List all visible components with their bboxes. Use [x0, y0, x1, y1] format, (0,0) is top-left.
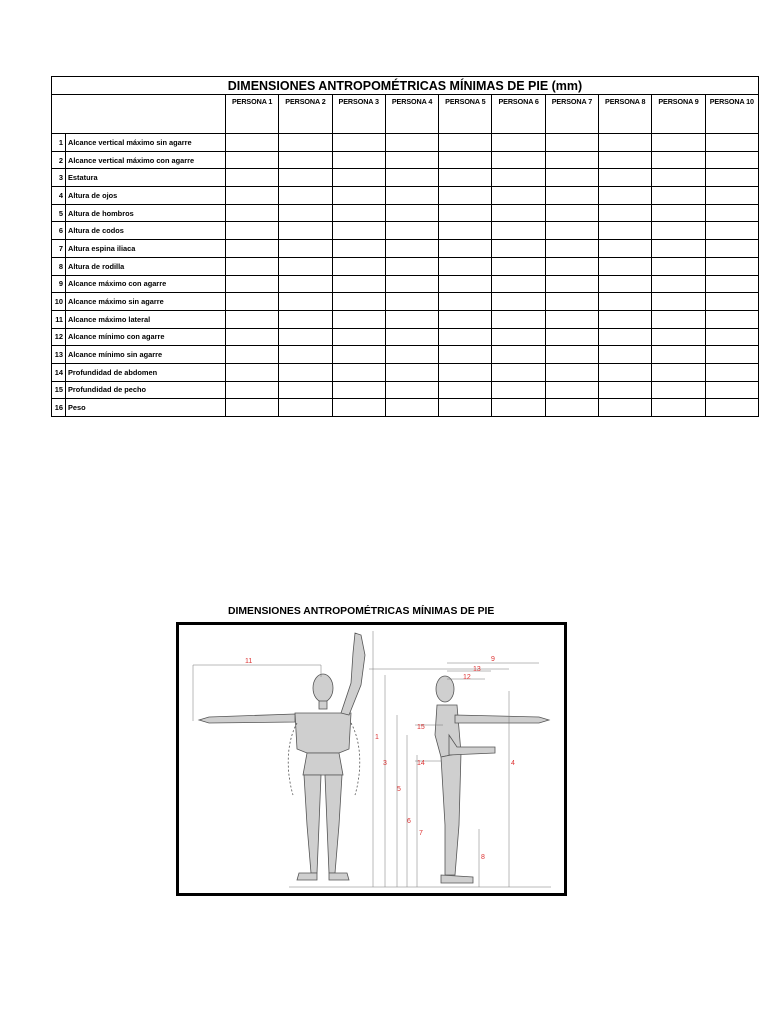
- column-header-persona-1: PERSONA 1: [226, 95, 279, 134]
- measurement-cell[interactable]: [439, 222, 492, 240]
- row-label: Altura de ojos: [66, 187, 226, 205]
- measurement-cell[interactable]: [652, 222, 705, 240]
- front-dashed-arm-right: [351, 723, 360, 795]
- side-extended-arm: [455, 715, 549, 723]
- row-number: 12: [52, 328, 66, 346]
- table-row: [52, 363, 759, 381]
- measurement-cell[interactable]: [599, 328, 652, 346]
- measurement-cell[interactable]: [279, 169, 332, 187]
- row-label: Altura espina iliaca: [66, 240, 226, 258]
- label-15: 15: [417, 724, 425, 731]
- row-label: Profundidad de pecho: [66, 381, 226, 399]
- measurement-cell[interactable]: [439, 328, 492, 346]
- measurement-cell[interactable]: [492, 257, 545, 275]
- measurement-cell[interactable]: [279, 151, 332, 169]
- measurement-cell[interactable]: [332, 363, 385, 381]
- row-label: Alcance máximo con agarre: [66, 275, 226, 293]
- measurement-cell[interactable]: [332, 151, 385, 169]
- table-row: [52, 222, 759, 240]
- figure-title: DIMENSIONES ANTROPOMÉTRICAS MÍNIMAS DE PIE: [228, 606, 495, 617]
- measurement-cell[interactable]: [492, 204, 545, 222]
- measurement-cell[interactable]: [279, 222, 332, 240]
- measurement-cell[interactable]: [279, 134, 332, 152]
- measurement-cell[interactable]: [279, 187, 332, 205]
- measurement-cell[interactable]: [226, 346, 279, 364]
- row-number: 14: [52, 363, 66, 381]
- measurement-cell[interactable]: [599, 275, 652, 293]
- measurement-cell[interactable]: [332, 399, 385, 417]
- table-row: [52, 328, 759, 346]
- measurement-cell[interactable]: [545, 134, 598, 152]
- front-torso: [295, 713, 351, 753]
- column-header-persona-4: PERSONA 4: [385, 95, 438, 134]
- measurement-cell[interactable]: [226, 399, 279, 417]
- measurement-cell[interactable]: [599, 381, 652, 399]
- measurement-cell[interactable]: [385, 257, 438, 275]
- measurement-cell[interactable]: [492, 293, 545, 311]
- header-blank-cell: [52, 95, 226, 134]
- measurement-cell[interactable]: [492, 134, 545, 152]
- front-right-leg: [325, 775, 342, 873]
- measurement-cell[interactable]: [279, 363, 332, 381]
- measurement-cell[interactable]: [545, 328, 598, 346]
- measurement-cell[interactable]: [332, 257, 385, 275]
- measurement-cell[interactable]: [385, 187, 438, 205]
- label-5: 5: [397, 786, 401, 793]
- measurement-cell[interactable]: [599, 310, 652, 328]
- measurement-cell[interactable]: [492, 363, 545, 381]
- row-label: Alcance máximo sin agarre: [66, 293, 226, 311]
- measurement-cell[interactable]: [599, 293, 652, 311]
- row-number: 1: [52, 134, 66, 152]
- row-number: 10: [52, 293, 66, 311]
- measurement-cell[interactable]: [492, 187, 545, 205]
- measurement-cell[interactable]: [652, 363, 705, 381]
- measurement-cell[interactable]: [599, 134, 652, 152]
- table-row: [52, 399, 759, 417]
- measurement-cell[interactable]: [545, 293, 598, 311]
- measurement-cell[interactable]: [599, 363, 652, 381]
- measurement-cell[interactable]: [492, 346, 545, 364]
- measurement-cell[interactable]: [492, 381, 545, 399]
- side-head: [436, 676, 454, 702]
- measurement-cell[interactable]: [599, 169, 652, 187]
- measurement-cell[interactable]: [705, 151, 758, 169]
- front-right-foot: [329, 873, 349, 880]
- measurement-cell[interactable]: [439, 310, 492, 328]
- row-label: Alcance vertical máximo con agarre: [66, 151, 226, 169]
- measurement-cell[interactable]: [705, 328, 758, 346]
- measurement-cell[interactable]: [226, 310, 279, 328]
- measurement-cell[interactable]: [439, 275, 492, 293]
- measurement-cell[interactable]: [279, 310, 332, 328]
- table-row: [52, 240, 759, 258]
- measurement-cell[interactable]: [439, 151, 492, 169]
- measurement-cell[interactable]: [439, 187, 492, 205]
- measurement-cell[interactable]: [279, 204, 332, 222]
- measurement-cell[interactable]: [385, 222, 438, 240]
- table-row: [52, 310, 759, 328]
- measurement-cell[interactable]: [705, 275, 758, 293]
- table-row: [52, 204, 759, 222]
- table-row: [52, 257, 759, 275]
- row-label: Peso: [66, 399, 226, 417]
- row-label: Estatura: [66, 169, 226, 187]
- column-header-persona-3: PERSONA 3: [332, 95, 385, 134]
- measurement-cell[interactable]: [439, 346, 492, 364]
- row-label: Altura de rodilla: [66, 257, 226, 275]
- measurement-cell[interactable]: [332, 328, 385, 346]
- measurement-cell[interactable]: [279, 293, 332, 311]
- measurement-cell[interactable]: [705, 134, 758, 152]
- header-row: [52, 95, 759, 134]
- label-7: 7: [419, 830, 423, 837]
- measurement-cell[interactable]: [492, 275, 545, 293]
- measurement-cell[interactable]: [385, 151, 438, 169]
- measurement-cell[interactable]: [652, 151, 705, 169]
- label-11: 11: [245, 658, 253, 665]
- measurement-cell[interactable]: [652, 134, 705, 152]
- measurement-cell[interactable]: [439, 381, 492, 399]
- measurement-cell[interactable]: [332, 310, 385, 328]
- measurement-cell[interactable]: [545, 310, 598, 328]
- row-label: Alcance vertical máximo sin agarre: [66, 134, 226, 152]
- column-header-persona-2: PERSONA 2: [279, 95, 332, 134]
- label-8: 8: [481, 854, 485, 861]
- measurement-cell[interactable]: [492, 151, 545, 169]
- row-number: 3: [52, 169, 66, 187]
- measurement-cell[interactable]: [226, 328, 279, 346]
- label-9: 9: [491, 656, 495, 663]
- column-header-persona-6: PERSONA 6: [492, 95, 545, 134]
- measurement-cell[interactable]: [279, 346, 332, 364]
- measurement-cell[interactable]: [545, 399, 598, 417]
- table-row: [52, 169, 759, 187]
- measurement-cell[interactable]: [492, 310, 545, 328]
- measurement-cell[interactable]: [599, 151, 652, 169]
- measurement-cell[interactable]: [385, 328, 438, 346]
- table-row: [52, 187, 759, 205]
- row-number: 11: [52, 310, 66, 328]
- table-row: [52, 275, 759, 293]
- measurement-cell[interactable]: [385, 399, 438, 417]
- measurement-cell[interactable]: [226, 275, 279, 293]
- row-label: Alcance mínimo sin agarre: [66, 346, 226, 364]
- measurement-cell[interactable]: [279, 257, 332, 275]
- measurement-cell[interactable]: [385, 134, 438, 152]
- measurement-cell[interactable]: [545, 169, 598, 187]
- front-left-foot: [297, 873, 317, 880]
- measurement-cell[interactable]: [385, 293, 438, 311]
- measurement-cell[interactable]: [279, 328, 332, 346]
- measurement-cell[interactable]: [705, 187, 758, 205]
- front-left-arm: [199, 714, 295, 723]
- measurement-cell[interactable]: [652, 293, 705, 311]
- measurement-cell[interactable]: [705, 310, 758, 328]
- row-label: Alcance máximo lateral: [66, 310, 226, 328]
- row-number: 15: [52, 381, 66, 399]
- front-head: [313, 674, 333, 702]
- measurement-cell[interactable]: [332, 187, 385, 205]
- measurement-cell[interactable]: [226, 363, 279, 381]
- measurement-cell[interactable]: [492, 169, 545, 187]
- label-3: 3: [383, 760, 387, 767]
- measurement-cell[interactable]: [599, 204, 652, 222]
- measurement-cell[interactable]: [652, 346, 705, 364]
- measurement-cell[interactable]: [385, 381, 438, 399]
- anthropometric-figure: [176, 622, 567, 896]
- row-number: 6: [52, 222, 66, 240]
- column-header-persona-10: PERSONA 10: [705, 95, 758, 134]
- measurement-cell[interactable]: [545, 363, 598, 381]
- measurement-cell[interactable]: [226, 381, 279, 399]
- measurement-cell[interactable]: [492, 399, 545, 417]
- measurement-cell[interactable]: [492, 328, 545, 346]
- measurement-cell[interactable]: [332, 346, 385, 364]
- measurement-cell[interactable]: [652, 399, 705, 417]
- measurement-cell[interactable]: [545, 257, 598, 275]
- front-raised-arm: [341, 633, 365, 715]
- column-header-persona-8: PERSONA 8: [599, 95, 652, 134]
- measurement-cell[interactable]: [545, 240, 598, 258]
- measurement-cell[interactable]: [332, 240, 385, 258]
- measurement-cell[interactable]: [705, 346, 758, 364]
- label-12: 12: [463, 674, 471, 681]
- measurement-cell[interactable]: [599, 257, 652, 275]
- row-number: 9: [52, 275, 66, 293]
- row-number: 13: [52, 346, 66, 364]
- measurement-cell[interactable]: [226, 204, 279, 222]
- label-4: 4: [511, 760, 515, 767]
- table-row: [52, 346, 759, 364]
- measurement-cell[interactable]: [545, 275, 598, 293]
- side-foot: [441, 875, 473, 883]
- measurement-cell[interactable]: [705, 222, 758, 240]
- table-row: [52, 151, 759, 169]
- measurement-cell[interactable]: [545, 187, 598, 205]
- table-row: [52, 293, 759, 311]
- measurement-cell[interactable]: [332, 381, 385, 399]
- measurement-cell[interactable]: [705, 399, 758, 417]
- measurement-cell[interactable]: [226, 134, 279, 152]
- side-leg: [441, 753, 461, 875]
- measurement-cell[interactable]: [652, 169, 705, 187]
- column-header-persona-5: PERSONA 5: [439, 95, 492, 134]
- table-row: [52, 381, 759, 399]
- measurement-cell[interactable]: [439, 134, 492, 152]
- measurement-cell[interactable]: [652, 328, 705, 346]
- measurement-cell[interactable]: [385, 275, 438, 293]
- measurement-cell[interactable]: [545, 151, 598, 169]
- measurement-cell[interactable]: [226, 257, 279, 275]
- front-dashed-arm-left: [288, 723, 297, 795]
- measurement-cell[interactable]: [705, 257, 758, 275]
- front-left-leg: [304, 775, 321, 873]
- measurement-cell[interactable]: [439, 363, 492, 381]
- label-13: 13: [473, 666, 481, 673]
- measurement-cell[interactable]: [226, 222, 279, 240]
- measurement-cell[interactable]: [492, 222, 545, 240]
- measurement-cell[interactable]: [705, 169, 758, 187]
- measurement-cell[interactable]: [385, 240, 438, 258]
- measurement-cell[interactable]: [385, 363, 438, 381]
- label-6: 6: [407, 818, 411, 825]
- measurement-cell[interactable]: [279, 275, 332, 293]
- measurement-cell[interactable]: [545, 346, 598, 364]
- measurement-cell[interactable]: [226, 240, 279, 258]
- row-number: 5: [52, 204, 66, 222]
- column-header-persona-9: PERSONA 9: [652, 95, 705, 134]
- measurement-cell[interactable]: [332, 293, 385, 311]
- measurement-cell[interactable]: [385, 346, 438, 364]
- measurement-cell[interactable]: [705, 204, 758, 222]
- row-label: Alcance mínimo con agarre: [66, 328, 226, 346]
- column-header-persona-7: PERSONA 7: [545, 95, 598, 134]
- row-label: Profundidad de abdomen: [66, 363, 226, 381]
- row-number: 7: [52, 240, 66, 258]
- measurement-cell[interactable]: [279, 381, 332, 399]
- measurement-cell[interactable]: [332, 204, 385, 222]
- measurement-cell[interactable]: [332, 169, 385, 187]
- measurement-cell[interactable]: [332, 134, 385, 152]
- row-number: 16: [52, 399, 66, 417]
- measurement-cell[interactable]: [545, 222, 598, 240]
- row-label: Altura de hombros: [66, 204, 226, 222]
- measurement-cell[interactable]: [599, 346, 652, 364]
- label-1: 1: [375, 734, 379, 741]
- measurement-cell[interactable]: [439, 169, 492, 187]
- measurement-cell[interactable]: [439, 293, 492, 311]
- measurement-cell[interactable]: [226, 169, 279, 187]
- measurement-cell[interactable]: [439, 257, 492, 275]
- measurement-cell[interactable]: [492, 240, 545, 258]
- measurement-cell[interactable]: [599, 240, 652, 258]
- measurement-cell[interactable]: [385, 204, 438, 222]
- measurement-cell[interactable]: [705, 381, 758, 399]
- measurement-cell[interactable]: [652, 381, 705, 399]
- measurement-cell[interactable]: [226, 293, 279, 311]
- measurement-cell[interactable]: [332, 222, 385, 240]
- measurement-cell[interactable]: [652, 275, 705, 293]
- measurement-cell[interactable]: [385, 169, 438, 187]
- anthropometric-table: [51, 76, 759, 417]
- measurement-cell[interactable]: [226, 151, 279, 169]
- measurement-cell[interactable]: [652, 257, 705, 275]
- measurement-cell[interactable]: [705, 363, 758, 381]
- row-number: 4: [52, 187, 66, 205]
- row-number: 2: [52, 151, 66, 169]
- measurement-cell[interactable]: [705, 240, 758, 258]
- table-title: DIMENSIONES ANTROPOMÉTRICAS MÍNIMAS DE PIE (mm): [52, 77, 759, 95]
- row-label: Altura de codos: [66, 222, 226, 240]
- measurement-cell[interactable]: [279, 240, 332, 258]
- measurement-cell[interactable]: [439, 204, 492, 222]
- label-14: 14: [417, 760, 425, 767]
- measurement-cell[interactable]: [652, 204, 705, 222]
- front-neck: [319, 701, 327, 709]
- human-body-diagram: [179, 625, 564, 893]
- measurement-cell[interactable]: [385, 310, 438, 328]
- measurement-cell[interactable]: [652, 310, 705, 328]
- measurement-cell[interactable]: [599, 187, 652, 205]
- measurement-cell[interactable]: [279, 399, 332, 417]
- measurement-cell[interactable]: [439, 240, 492, 258]
- measurement-cell[interactable]: [226, 187, 279, 205]
- measurement-cell[interactable]: [545, 381, 598, 399]
- row-number: 8: [52, 257, 66, 275]
- measurement-cell[interactable]: [652, 187, 705, 205]
- front-hips: [303, 753, 343, 775]
- measurement-cell[interactable]: [599, 222, 652, 240]
- measurement-cell[interactable]: [545, 204, 598, 222]
- table-row: [52, 134, 759, 152]
- measurement-cell[interactable]: [332, 275, 385, 293]
- measurement-cell[interactable]: [705, 293, 758, 311]
- measurement-cell[interactable]: [652, 240, 705, 258]
- measurement-cell[interactable]: [439, 399, 492, 417]
- measurement-cell[interactable]: [599, 399, 652, 417]
